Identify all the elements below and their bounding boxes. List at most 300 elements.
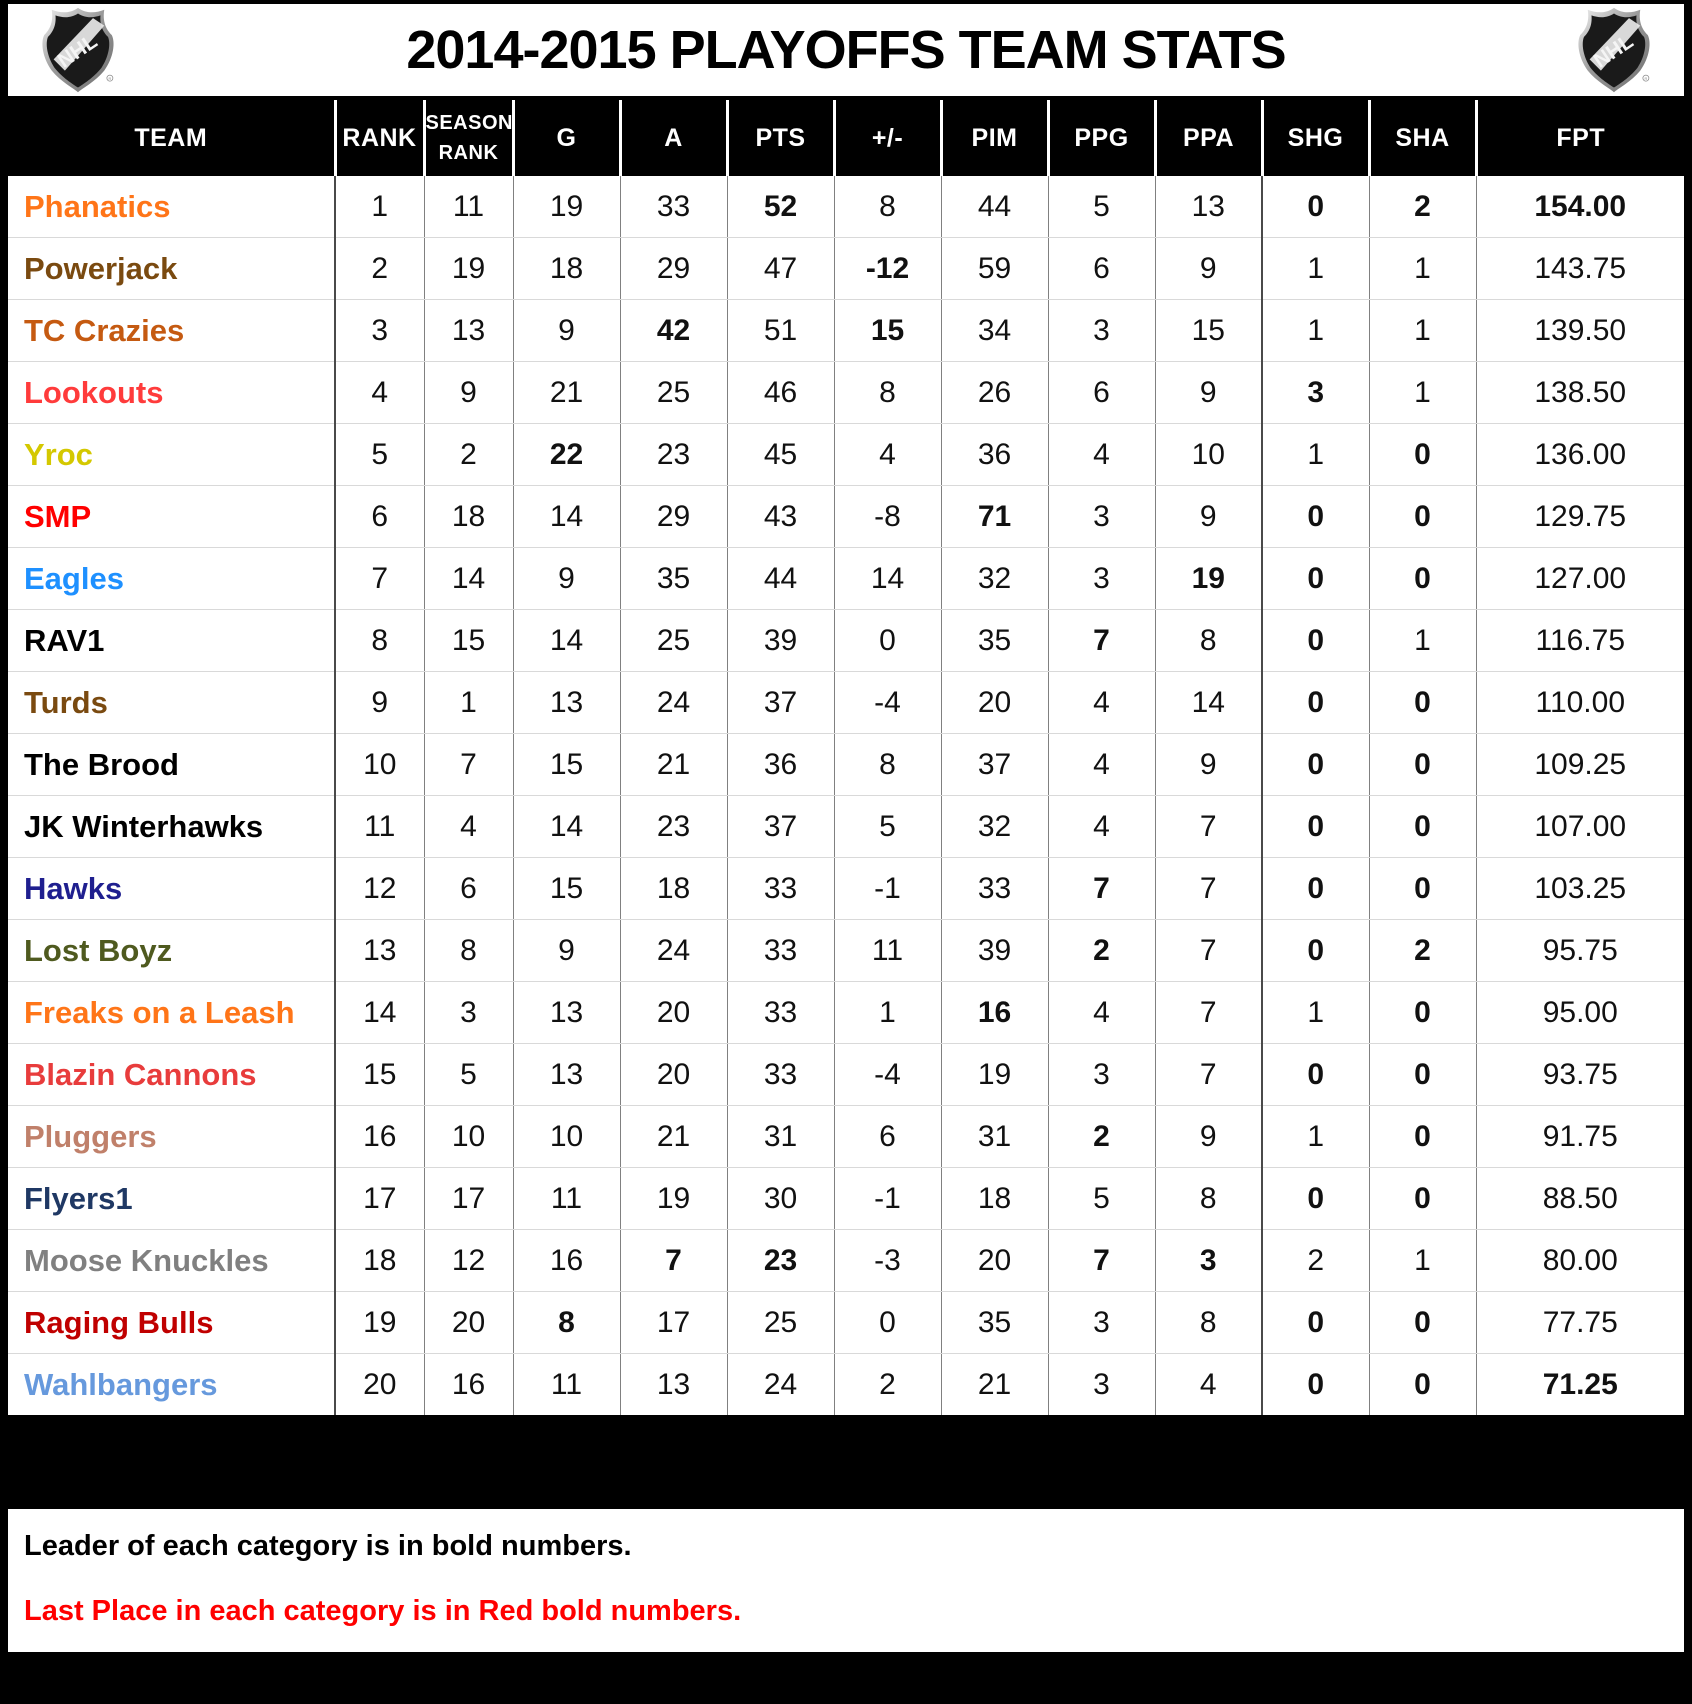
cell-fpt: 103.25 <box>1476 858 1684 920</box>
cell-a: 24 <box>620 672 727 734</box>
cell-sha: 0 <box>1369 796 1476 858</box>
cell-season_rank: 7 <box>424 734 513 796</box>
team-name-cell[interactable]: RAV1 <box>8 610 335 672</box>
cell-plusminus: 6 <box>834 1106 941 1168</box>
cell-fpt: 107.00 <box>1476 796 1684 858</box>
cell-sha: 0 <box>1369 1354 1476 1416</box>
cell-ppa: 9 <box>1155 486 1262 548</box>
cell-sha: 0 <box>1369 548 1476 610</box>
cell-pim: 35 <box>941 610 1048 672</box>
cell-plusminus: 1 <box>834 982 941 1044</box>
cell-a: 20 <box>620 982 727 1044</box>
cell-ppa: 10 <box>1155 424 1262 486</box>
cell-plusminus: -1 <box>834 858 941 920</box>
cell-fpt: 143.75 <box>1476 238 1684 300</box>
cell-season_rank: 17 <box>424 1168 513 1230</box>
cell-ppg: 3 <box>1048 300 1155 362</box>
team-name-cell[interactable]: Flyers1 <box>8 1168 335 1230</box>
cell-a: 21 <box>620 734 727 796</box>
cell-g: 13 <box>513 982 620 1044</box>
cell-g: 16 <box>513 1230 620 1292</box>
cell-ppa: 4 <box>1155 1354 1262 1416</box>
svg-text:R: R <box>1644 77 1648 82</box>
table-row <box>8 858 1684 920</box>
cell-ppa: 15 <box>1155 300 1262 362</box>
page-title: 2014-2015 PLAYOFFS TEAM STATS <box>406 20 1286 80</box>
cell-sha: 1 <box>1369 300 1476 362</box>
cell-pts: 47 <box>727 238 834 300</box>
cell-pim: 18 <box>941 1168 1048 1230</box>
cell-g: 14 <box>513 796 620 858</box>
table-row <box>8 424 1684 486</box>
cell-rank: 1 <box>335 176 424 238</box>
cell-pts: 23 <box>727 1230 834 1292</box>
cell-rank: 20 <box>335 1354 424 1416</box>
cell-pts: 37 <box>727 672 834 734</box>
table-row <box>8 1106 1684 1168</box>
cell-shg: 0 <box>1262 610 1369 672</box>
cell-ppg: 5 <box>1048 176 1155 238</box>
cell-a: 25 <box>620 610 727 672</box>
cell-fpt: 80.00 <box>1476 1230 1684 1292</box>
cell-shg: 1 <box>1262 1106 1369 1168</box>
cell-pim: 59 <box>941 238 1048 300</box>
cell-pim: 21 <box>941 1354 1048 1416</box>
col-header-sha[interactable]: SHA <box>1369 100 1476 176</box>
cell-a: 13 <box>620 1354 727 1416</box>
cell-a: 25 <box>620 362 727 424</box>
cell-pts: 36 <box>727 734 834 796</box>
cell-ppg: 5 <box>1048 1168 1155 1230</box>
cell-a: 18 <box>620 858 727 920</box>
col-header-plusminus[interactable]: +/- <box>834 100 941 176</box>
cell-plusminus: -4 <box>834 1044 941 1106</box>
cell-rank: 18 <box>335 1230 424 1292</box>
cell-g: 9 <box>513 548 620 610</box>
col-header-pts[interactable]: PTS <box>727 100 834 176</box>
cell-plusminus: 4 <box>834 424 941 486</box>
team-name-cell[interactable]: Eagles <box>8 548 335 610</box>
cell-shg: 0 <box>1262 796 1369 858</box>
cell-plusminus: 14 <box>834 548 941 610</box>
cell-shg: 0 <box>1262 1168 1369 1230</box>
cell-pim: 71 <box>941 486 1048 548</box>
team-name-cell[interactable]: Turds <box>8 672 335 734</box>
cell-rank: 17 <box>335 1168 424 1230</box>
cell-pim: 20 <box>941 1230 1048 1292</box>
cell-ppg: 6 <box>1048 238 1155 300</box>
col-header-season-rank[interactable] <box>424 100 513 176</box>
cell-ppa: 9 <box>1155 734 1262 796</box>
cell-sha: 0 <box>1369 1106 1476 1168</box>
cell-fpt: 93.75 <box>1476 1044 1684 1106</box>
cell-sha: 0 <box>1369 858 1476 920</box>
table-row <box>8 672 1684 734</box>
table-row <box>8 176 1684 238</box>
cell-plusminus: -1 <box>834 1168 941 1230</box>
cell-a: 17 <box>620 1292 727 1354</box>
cell-fpt: 138.50 <box>1476 362 1684 424</box>
team-name-cell[interactable]: Yroc <box>8 424 335 486</box>
cell-pim: 32 <box>941 796 1048 858</box>
table-row <box>8 734 1684 796</box>
col-header-a[interactable]: A <box>620 100 727 176</box>
cell-g: 14 <box>513 610 620 672</box>
cell-g: 10 <box>513 1106 620 1168</box>
cell-sha: 0 <box>1369 672 1476 734</box>
cell-fpt: 95.00 <box>1476 982 1684 1044</box>
cell-pim: 35 <box>941 1292 1048 1354</box>
cell-season_rank: 8 <box>424 920 513 982</box>
cell-ppg: 3 <box>1048 1044 1155 1106</box>
cell-shg: 2 <box>1262 1230 1369 1292</box>
col-header-pim[interactable]: PIM <box>941 100 1048 176</box>
cell-pts: 24 <box>727 1354 834 1416</box>
team-name-cell[interactable]: Lookouts <box>8 362 335 424</box>
table-row <box>8 1354 1684 1416</box>
table-row <box>8 1292 1684 1354</box>
cell-plusminus: 11 <box>834 920 941 982</box>
table-body <box>8 176 1684 1415</box>
cell-g: 18 <box>513 238 620 300</box>
table-row <box>8 362 1684 424</box>
cell-sha: 1 <box>1369 610 1476 672</box>
col-header-ppg[interactable]: PPG <box>1048 100 1155 176</box>
team-name-cell[interactable]: Pluggers <box>8 1106 335 1168</box>
cell-season_rank: 4 <box>424 796 513 858</box>
cell-sha: 0 <box>1369 1044 1476 1106</box>
cell-g: 19 <box>513 176 620 238</box>
cell-ppa: 3 <box>1155 1230 1262 1292</box>
cell-season_rank: 13 <box>424 300 513 362</box>
cell-ppa: 7 <box>1155 796 1262 858</box>
nhl-logo-left-icon <box>30 5 126 95</box>
team-name-cell[interactable]: TC Crazies <box>8 300 335 362</box>
cell-pts: 31 <box>727 1106 834 1168</box>
cell-plusminus: -12 <box>834 238 941 300</box>
table-row <box>8 796 1684 858</box>
team-name-cell[interactable]: Wahlbangers <box>8 1354 335 1416</box>
cell-rank: 13 <box>335 920 424 982</box>
cell-ppa: 13 <box>1155 176 1262 238</box>
cell-ppg: 3 <box>1048 486 1155 548</box>
cell-shg: 0 <box>1262 486 1369 548</box>
cell-g: 9 <box>513 920 620 982</box>
cell-pim: 16 <box>941 982 1048 1044</box>
cell-sha: 0 <box>1369 734 1476 796</box>
cell-a: 7 <box>620 1230 727 1292</box>
team-name-cell[interactable]: Lost Boyz <box>8 920 335 982</box>
nhl-logo-right-icon <box>1566 5 1662 95</box>
cell-rank: 14 <box>335 982 424 1044</box>
cell-rank: 9 <box>335 672 424 734</box>
cell-season_rank: 14 <box>424 548 513 610</box>
cell-ppa: 9 <box>1155 362 1262 424</box>
col-header-team[interactable]: TEAM <box>8 100 335 176</box>
cell-pts: 45 <box>727 424 834 486</box>
cell-plusminus: 0 <box>834 1292 941 1354</box>
cell-sha: 1 <box>1369 362 1476 424</box>
cell-season_rank: 12 <box>424 1230 513 1292</box>
cell-g: 15 <box>513 858 620 920</box>
cell-ppg: 2 <box>1048 1106 1155 1168</box>
cell-rank: 19 <box>335 1292 424 1354</box>
cell-shg: 0 <box>1262 672 1369 734</box>
cell-sha: 1 <box>1369 238 1476 300</box>
table-row <box>8 300 1684 362</box>
cell-season_rank: 15 <box>424 610 513 672</box>
cell-ppa: 14 <box>1155 672 1262 734</box>
team-name-cell[interactable]: Hawks <box>8 858 335 920</box>
svg-text:R: R <box>108 77 112 82</box>
cell-rank: 7 <box>335 548 424 610</box>
cell-rank: 12 <box>335 858 424 920</box>
cell-ppg: 4 <box>1048 734 1155 796</box>
cell-season_rank: 16 <box>424 1354 513 1416</box>
cell-plusminus: 5 <box>834 796 941 858</box>
cell-ppa: 8 <box>1155 1168 1262 1230</box>
cell-plusminus: -8 <box>834 486 941 548</box>
cell-g: 11 <box>513 1168 620 1230</box>
cell-plusminus: 15 <box>834 300 941 362</box>
table-row <box>8 486 1684 548</box>
cell-ppg: 7 <box>1048 1230 1155 1292</box>
cell-ppg: 6 <box>1048 362 1155 424</box>
cell-shg: 0 <box>1262 734 1369 796</box>
cell-plusminus: -4 <box>834 672 941 734</box>
cell-pts: 33 <box>727 982 834 1044</box>
cell-sha: 0 <box>1369 424 1476 486</box>
col-header-shg[interactable]: SHG <box>1262 100 1369 176</box>
cell-pts: 37 <box>727 796 834 858</box>
team-name-cell[interactable]: Powerjack <box>8 238 335 300</box>
cell-pim: 31 <box>941 1106 1048 1168</box>
cell-rank: 3 <box>335 300 424 362</box>
cell-shg: 1 <box>1262 238 1369 300</box>
cell-fpt: 95.75 <box>1476 920 1684 982</box>
cell-pts: 25 <box>727 1292 834 1354</box>
cell-shg: 0 <box>1262 1354 1369 1416</box>
cell-plusminus: 2 <box>834 1354 941 1416</box>
svg-text:NHL: NHL <box>53 29 102 73</box>
cell-fpt: 127.00 <box>1476 548 1684 610</box>
cell-shg: 1 <box>1262 424 1369 486</box>
cell-fpt: 139.50 <box>1476 300 1684 362</box>
cell-a: 23 <box>620 424 727 486</box>
cell-shg: 0 <box>1262 858 1369 920</box>
cell-ppa: 9 <box>1155 1106 1262 1168</box>
cell-a: 20 <box>620 1044 727 1106</box>
table-row <box>8 1044 1684 1106</box>
cell-pts: 51 <box>727 300 834 362</box>
team-name-cell[interactable]: JK Winterhawks <box>8 796 335 858</box>
team-name-cell[interactable]: The Brood <box>8 734 335 796</box>
cell-ppa: 7 <box>1155 982 1262 1044</box>
cell-shg: 1 <box>1262 300 1369 362</box>
cell-ppa: 7 <box>1155 1044 1262 1106</box>
cell-pts: 52 <box>727 176 834 238</box>
cell-g: 22 <box>513 424 620 486</box>
cell-g: 8 <box>513 1292 620 1354</box>
cell-season_rank: 1 <box>424 672 513 734</box>
cell-fpt: 110.00 <box>1476 672 1684 734</box>
svg-text:NHL: NHL <box>1589 29 1638 73</box>
cell-a: 29 <box>620 238 727 300</box>
cell-pts: 46 <box>727 362 834 424</box>
cell-ppa: 8 <box>1155 1292 1262 1354</box>
cell-pts: 44 <box>727 548 834 610</box>
table-row <box>8 1168 1684 1230</box>
cell-ppa: 9 <box>1155 238 1262 300</box>
cell-g: 13 <box>513 672 620 734</box>
legend-box <box>8 1509 1684 1652</box>
cell-pim: 39 <box>941 920 1048 982</box>
cell-sha: 0 <box>1369 486 1476 548</box>
cell-ppg: 3 <box>1048 1354 1155 1416</box>
cell-a: 23 <box>620 796 727 858</box>
cell-pts: 33 <box>727 858 834 920</box>
table-header-row <box>8 100 1684 176</box>
cell-season_rank: 11 <box>424 176 513 238</box>
cell-pts: 33 <box>727 920 834 982</box>
cell-rank: 16 <box>335 1106 424 1168</box>
cell-a: 42 <box>620 300 727 362</box>
cell-ppg: 4 <box>1048 424 1155 486</box>
cell-pim: 37 <box>941 734 1048 796</box>
table-row <box>8 238 1684 300</box>
cell-rank: 2 <box>335 238 424 300</box>
cell-rank: 11 <box>335 796 424 858</box>
cell-shg: 0 <box>1262 1292 1369 1354</box>
team-name-cell[interactable]: Phanatics <box>8 176 335 238</box>
cell-season_rank: 3 <box>424 982 513 1044</box>
cell-sha: 0 <box>1369 982 1476 1044</box>
cell-fpt: 91.75 <box>1476 1106 1684 1168</box>
cell-season_rank: 9 <box>424 362 513 424</box>
table-row <box>8 1230 1684 1292</box>
cell-season_rank: 2 <box>424 424 513 486</box>
cell-ppg: 3 <box>1048 1292 1155 1354</box>
cell-season_rank: 5 <box>424 1044 513 1106</box>
cell-pim: 19 <box>941 1044 1048 1106</box>
cell-a: 24 <box>620 920 727 982</box>
cell-rank: 6 <box>335 486 424 548</box>
cell-shg: 0 <box>1262 920 1369 982</box>
team-name-cell[interactable]: Raging Bulls <box>8 1292 335 1354</box>
cell-fpt: 88.50 <box>1476 1168 1684 1230</box>
cell-g: 9 <box>513 300 620 362</box>
cell-ppg: 7 <box>1048 610 1155 672</box>
cell-pim: 36 <box>941 424 1048 486</box>
cell-g: 13 <box>513 1044 620 1106</box>
cell-fpt: 129.75 <box>1476 486 1684 548</box>
cell-a: 21 <box>620 1106 727 1168</box>
table-row <box>8 548 1684 610</box>
cell-fpt: 71.25 <box>1476 1354 1684 1416</box>
cell-ppg: 4 <box>1048 672 1155 734</box>
cell-rank: 4 <box>335 362 424 424</box>
cell-shg: 0 <box>1262 1044 1369 1106</box>
cell-shg: 1 <box>1262 982 1369 1044</box>
stats-table-container <box>8 100 1684 1415</box>
cell-plusminus: 8 <box>834 734 941 796</box>
cell-a: 33 <box>620 176 727 238</box>
cell-ppg: 3 <box>1048 548 1155 610</box>
cell-fpt: 109.25 <box>1476 734 1684 796</box>
cell-shg: 0 <box>1262 176 1369 238</box>
cell-plusminus: 8 <box>834 362 941 424</box>
cell-fpt: 116.75 <box>1476 610 1684 672</box>
cell-season_rank: 6 <box>424 858 513 920</box>
team-name-cell[interactable]: Moose Knuckles <box>8 1230 335 1292</box>
cell-pim: 32 <box>941 548 1048 610</box>
col-header-fpt[interactable]: FPT <box>1476 100 1684 176</box>
cell-plusminus: -3 <box>834 1230 941 1292</box>
season-rank-line1: SEASON <box>425 112 513 134</box>
cell-sha: 2 <box>1369 920 1476 982</box>
cell-sha: 0 <box>1369 1168 1476 1230</box>
cell-g: 21 <box>513 362 620 424</box>
col-header-rank[interactable]: RANK <box>335 100 424 176</box>
table-row <box>8 610 1684 672</box>
cell-fpt: 154.00 <box>1476 176 1684 238</box>
cell-ppa: 7 <box>1155 858 1262 920</box>
cell-sha: 0 <box>1369 1292 1476 1354</box>
team-name-cell[interactable]: SMP <box>8 486 335 548</box>
cell-pts: 39 <box>727 610 834 672</box>
cell-pim: 33 <box>941 858 1048 920</box>
col-header-ppa[interactable]: PPA <box>1155 100 1262 176</box>
team-stats-table <box>8 100 1684 1415</box>
cell-ppg: 2 <box>1048 920 1155 982</box>
cell-plusminus: 0 <box>834 610 941 672</box>
cell-g: 14 <box>513 486 620 548</box>
cell-shg: 3 <box>1262 362 1369 424</box>
team-name-cell[interactable]: Freaks on a Leash <box>8 982 335 1044</box>
cell-ppa: 19 <box>1155 548 1262 610</box>
season-rank-line2: RANK <box>438 142 499 164</box>
cell-ppg: 4 <box>1048 796 1155 858</box>
cell-shg: 0 <box>1262 548 1369 610</box>
cell-rank: 8 <box>335 610 424 672</box>
cell-pim: 44 <box>941 176 1048 238</box>
cell-rank: 10 <box>335 734 424 796</box>
cell-season_rank: 19 <box>424 238 513 300</box>
cell-pts: 33 <box>727 1044 834 1106</box>
title-bar <box>8 4 1684 96</box>
team-name-cell[interactable]: Blazin Cannons <box>8 1044 335 1106</box>
cell-a: 19 <box>620 1168 727 1230</box>
col-header-g[interactable]: G <box>513 100 620 176</box>
cell-g: 15 <box>513 734 620 796</box>
cell-pim: 20 <box>941 672 1048 734</box>
cell-season_rank: 18 <box>424 486 513 548</box>
cell-fpt: 136.00 <box>1476 424 1684 486</box>
cell-pts: 43 <box>727 486 834 548</box>
cell-plusminus: 8 <box>834 176 941 238</box>
cell-fpt: 77.75 <box>1476 1292 1684 1354</box>
cell-sha: 1 <box>1369 1230 1476 1292</box>
cell-ppg: 4 <box>1048 982 1155 1044</box>
cell-a: 29 <box>620 486 727 548</box>
cell-pim: 26 <box>941 362 1048 424</box>
cell-season_rank: 20 <box>424 1292 513 1354</box>
cell-ppa: 7 <box>1155 920 1262 982</box>
cell-sha: 2 <box>1369 176 1476 238</box>
cell-rank: 5 <box>335 424 424 486</box>
cell-rank: 15 <box>335 1044 424 1106</box>
cell-a: 35 <box>620 548 727 610</box>
